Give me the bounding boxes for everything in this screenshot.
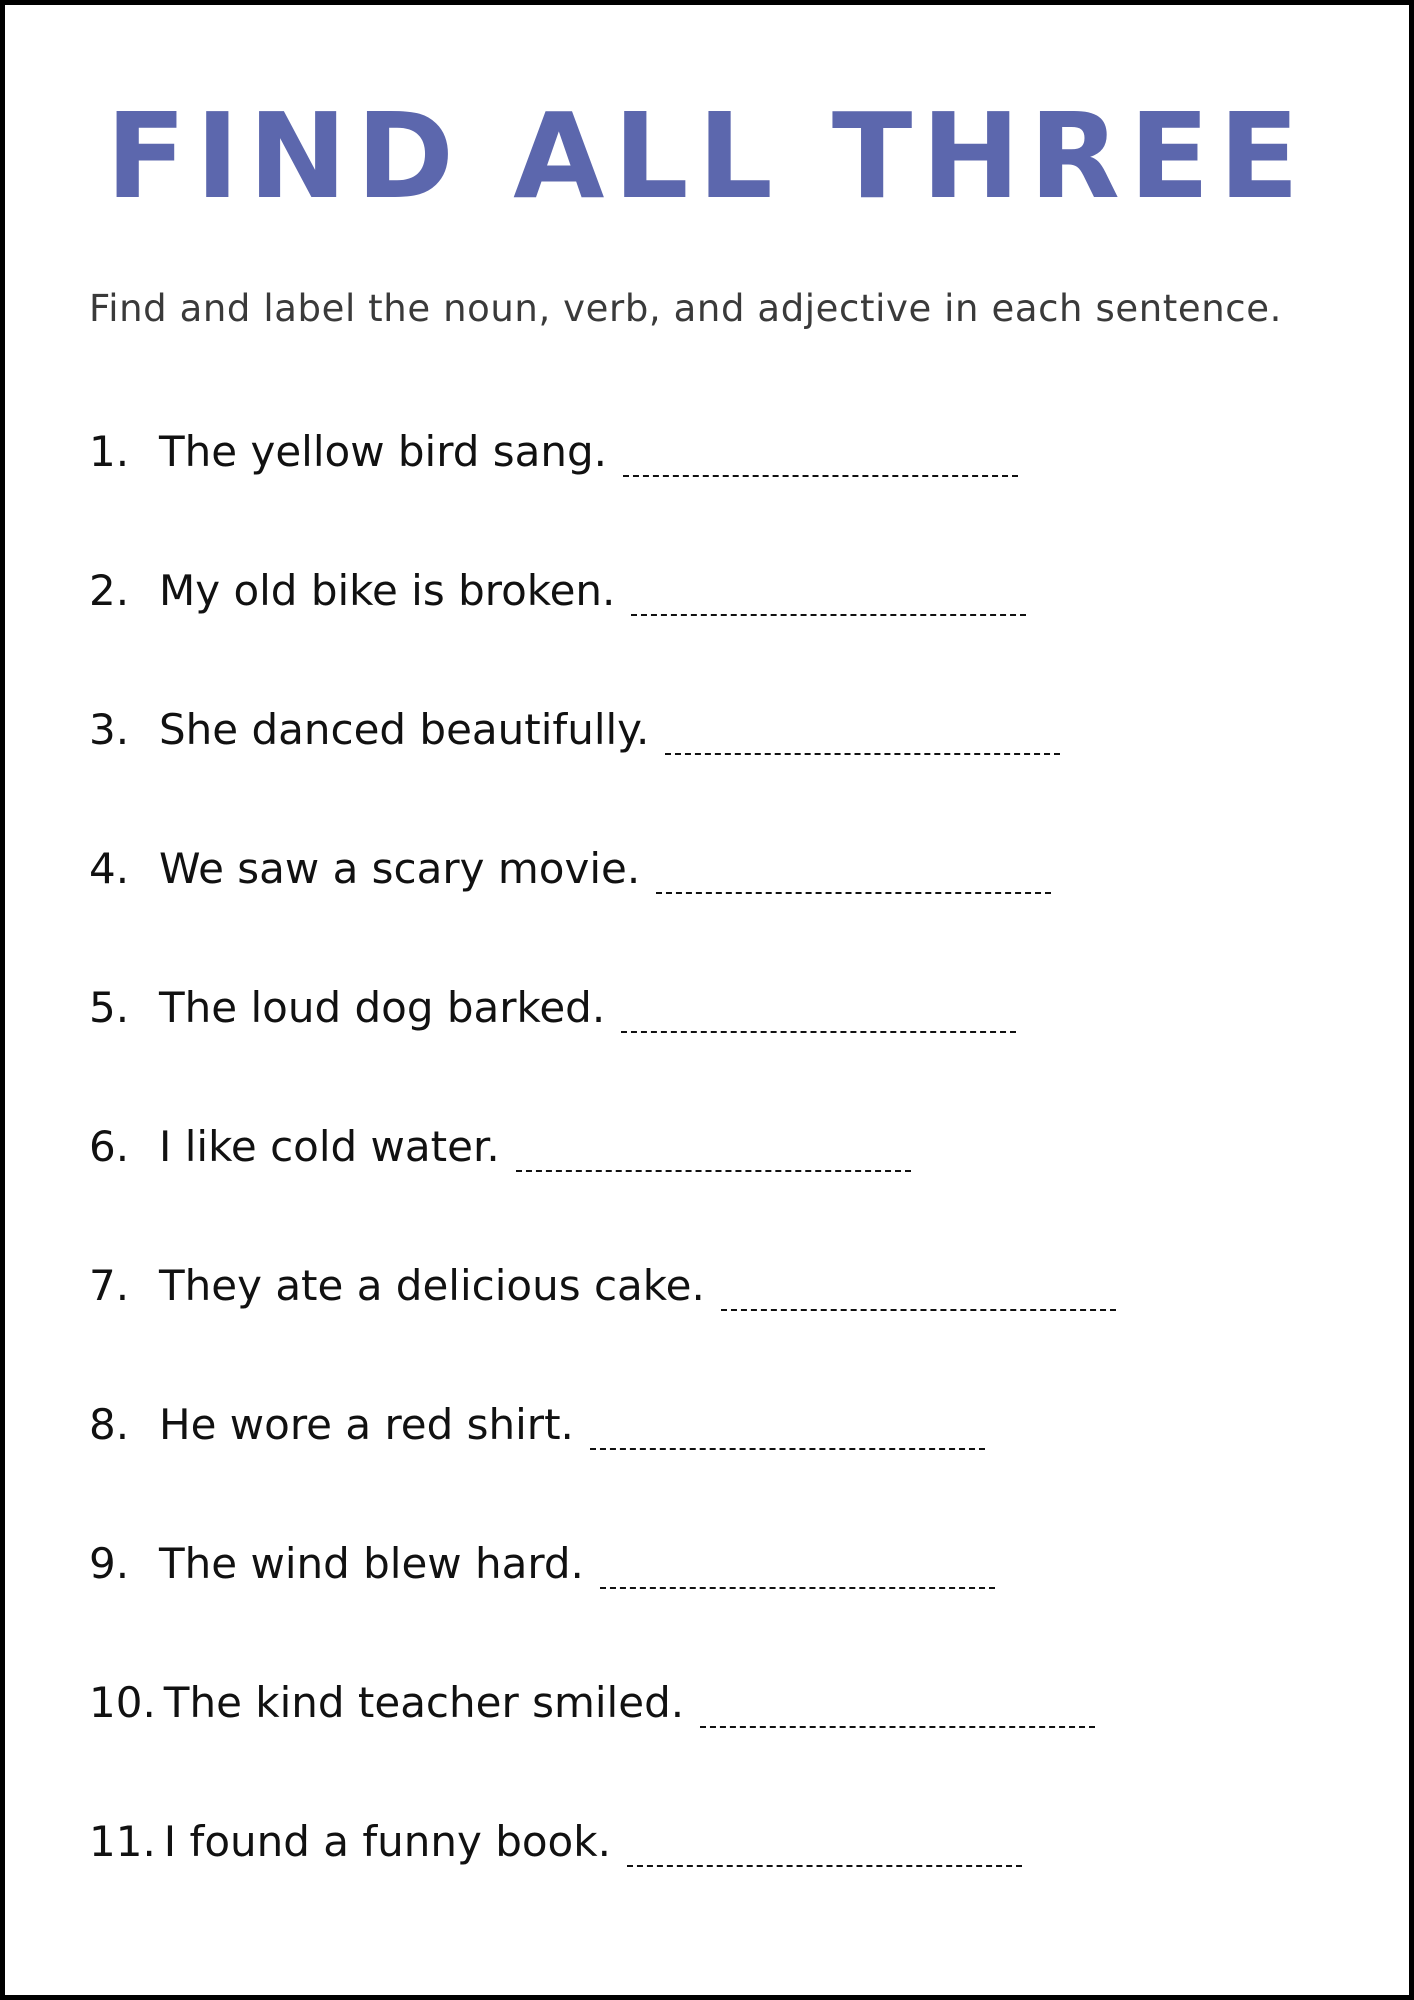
question-number: 9. [89,1539,130,1588]
answer-blank[interactable] [665,707,1060,755]
question-item [89,983,1339,1122]
answer-blank[interactable] [600,1541,995,1589]
answer-blank[interactable] [721,1263,1116,1311]
question-number: 3. [89,705,130,754]
question-item [89,566,1339,705]
answer-blank[interactable] [590,1402,985,1450]
question-item [89,1122,1339,1261]
question-item [89,1539,1339,1678]
question-number: 6. [89,1122,130,1171]
question-item [89,705,1339,844]
question-sentence: He wore a red shirt. [159,1400,574,1449]
question-sentence: My old bike is broken. [159,566,616,615]
question-sentence: I found a funny book. [163,1817,611,1866]
answer-blank[interactable] [623,429,1018,477]
question-item [89,1400,1339,1539]
question-number: 2. [89,566,130,615]
answer-blank[interactable] [627,1819,1022,1867]
answer-blank[interactable] [700,1680,1095,1728]
question-list [89,427,1339,1956]
question-number: 4. [89,844,130,893]
question-item [89,844,1339,983]
question-item [89,1678,1339,1817]
answer-blank[interactable] [656,846,1051,894]
answer-blank[interactable] [621,985,1016,1033]
worksheet-title: FIND ALL THREE [105,87,1309,225]
question-number: 1. [89,427,130,476]
question-sentence: The loud dog barked. [159,983,606,1032]
question-number: 7. [89,1261,130,1310]
question-number: 10. [89,1678,156,1727]
question-item [89,1261,1339,1400]
answer-blank[interactable] [516,1124,911,1172]
question-number: 5. [89,983,130,1032]
question-sentence: The wind blew hard. [159,1539,584,1588]
question-number: 8. [89,1400,130,1449]
question-sentence: I like cold water. [159,1122,500,1171]
worksheet-instructions: Find and label the noun, verb, and adjective in each sentence. [89,287,1282,330]
question-sentence: She danced beautifully. [159,705,650,754]
question-sentence: They ate a delicious cake. [159,1261,705,1310]
question-number: 11. [89,1817,156,1866]
question-sentence: We saw a scary movie. [159,844,641,893]
question-sentence: The yellow bird sang. [159,427,608,476]
question-item [89,427,1339,566]
question-sentence: The kind teacher smiled. [163,1678,685,1727]
answer-blank[interactable] [631,568,1026,616]
question-item [89,1817,1339,1956]
